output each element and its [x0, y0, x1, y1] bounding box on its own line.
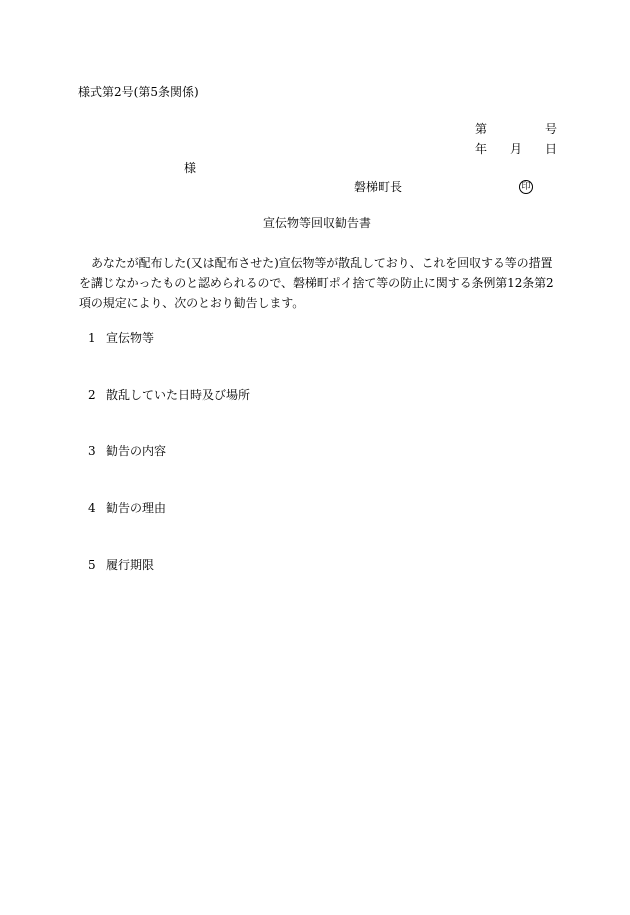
item-label: 履行期限 — [106, 558, 155, 572]
issuer-title: 磐梯町長 — [354, 180, 403, 194]
item-label: 宣伝物等 — [106, 331, 155, 345]
seal-mark: 印 — [519, 180, 533, 194]
doc-number-suffix: 号 — [545, 122, 558, 136]
doc-number-prefix: 第 — [475, 122, 488, 136]
list-item — [88, 559, 154, 571]
item-number: 3 — [88, 444, 96, 458]
item-number: 1 — [88, 331, 96, 345]
item-label: 散乱していた日時及び場所 — [106, 388, 251, 402]
date-day-label: 日 — [545, 142, 558, 156]
list-item — [88, 332, 154, 344]
item-number: 5 — [88, 558, 96, 572]
addressee-honorific: 様 — [184, 161, 197, 175]
item-number: 2 — [88, 388, 96, 402]
list-item — [88, 445, 166, 457]
document-title: 宣伝物等回収勧告書 — [263, 216, 372, 230]
item-number: 4 — [88, 501, 96, 515]
date-year-label: 年 — [475, 142, 488, 156]
item-label: 勧告の内容 — [106, 444, 167, 458]
date-month-label: 月 — [510, 142, 523, 156]
form-label: 様式第2号(第5条関係) — [78, 85, 199, 99]
list-item — [88, 502, 166, 514]
body-paragraph: あなたが配布した(又は配布させた)宣伝物等が散乱しており、これを回収する等の措置を講じなかったものと認められるので、磐梯町ポイ捨て等の防止に関する条例第12条第2項の規定により、次のとおり勧告します。 — [79, 256, 554, 310]
list-item — [88, 389, 250, 401]
item-label: 勧告の理由 — [106, 501, 167, 515]
